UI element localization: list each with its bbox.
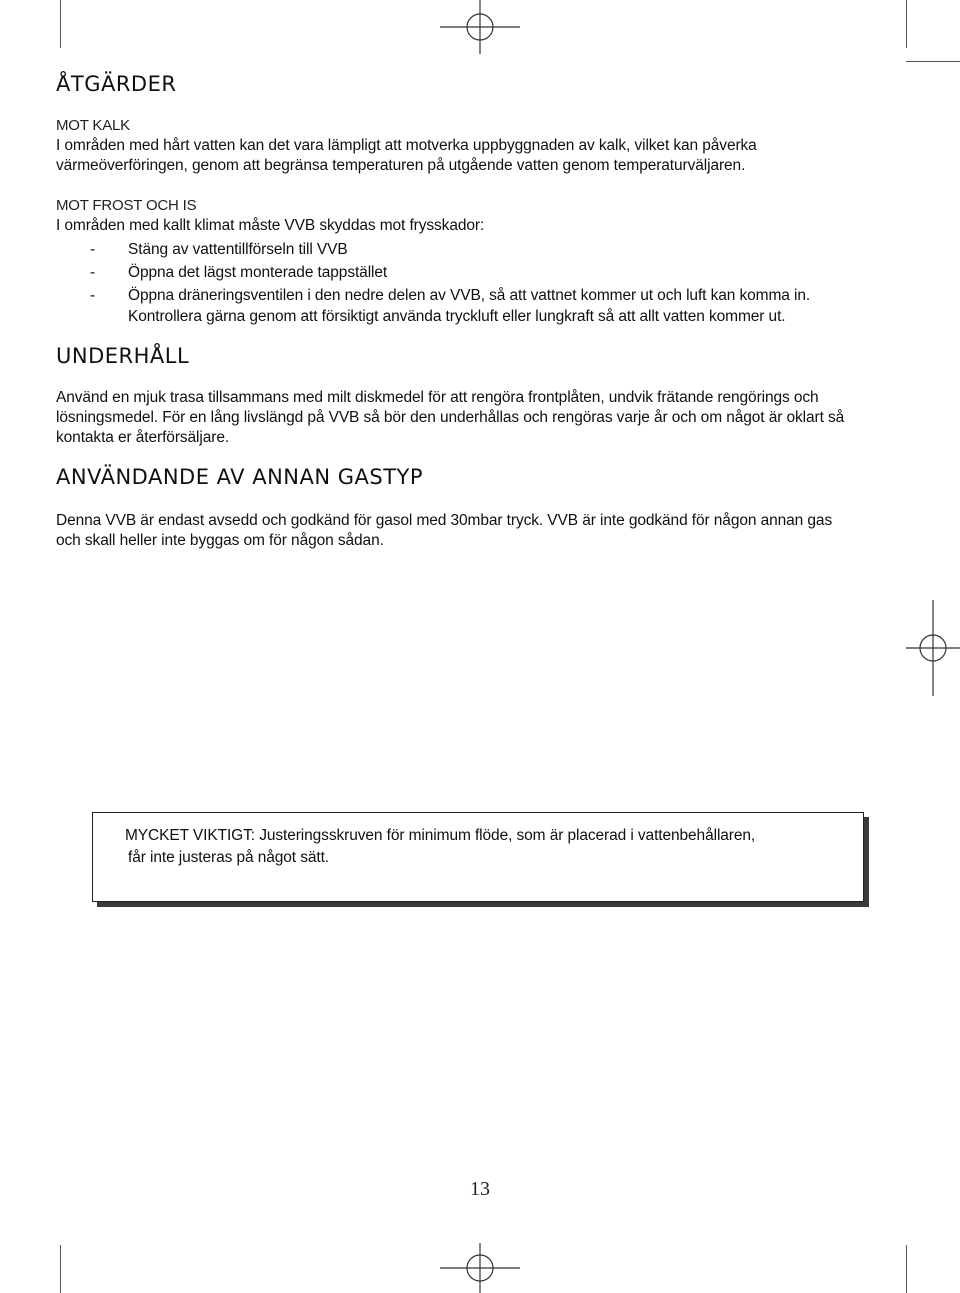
crop-mark-bottom-right [906,1245,907,1293]
list-item-text: Stäng av vattentillförseln till VVB [128,241,348,258]
list-item-text: Öppna det lägst monterade tappstället [128,264,388,281]
section-heading-underhall: UNDERHÅLL [56,344,190,368]
paragraph-underhall [56,388,844,448]
paragraph-line: lösningsmedel. För en lång livslängd på VVB så bör den underhållas och rengöras varje år och om något är oklart så [56,409,845,426]
paragraph-line: värmeöverföringen, genom att begränsa temperaturen på utgående vatten genom temperaturväljaren. [56,157,746,174]
section-heading-annan-gastyp: ANVÄNDANDE AV ANNAN GASTYP [56,465,424,489]
crop-mark-top-right-horizontal [906,61,960,62]
list-item [56,238,916,261]
list-dash: - [90,241,96,258]
registration-mark-bottom-icon [440,1243,520,1293]
paragraph-line: Denna VVB är endast avsedd och godkänd för gasol med 30mbar tryck. VVB är inte godkänd för någon annan gas [56,512,833,529]
list-item [56,261,916,284]
list-dash: - [90,287,96,304]
paragraph-line: Använd en mjuk trasa tillsammans med milt diskmedel för att rengöra frontplåten, undvik frätande rengörings och [56,389,819,406]
subheading-mot-frost: MOT FROST OCH IS [56,197,197,214]
registration-mark-right-icon [906,600,960,696]
list-item-text: Öppna dräneringsventilen i den nedre delen av VVB, så att vattnet kommer ut och luft kan komma in. [128,287,811,304]
paragraph-mot-frost-intro: I områden med kallt klimat måste VVB skyddas mot frysskador: [56,217,485,234]
paragraph-annan-gastyp [56,511,832,551]
important-notice-box [92,812,864,902]
paragraph-line: kontakta er återförsäljare. [56,429,230,446]
crop-mark-top-left [60,0,61,48]
paragraph-line: I områden med hårt vatten kan det vara lämpligt att motverka uppbyggnaden av kalk, vilket kan påverka [56,137,757,154]
crop-mark-bottom-left [60,1245,61,1293]
important-notice-text [125,825,755,869]
crop-mark-top-right [906,0,907,48]
list-item [56,284,916,327]
frost-steps-list [56,238,916,327]
section-heading-atgarder: ÅTGÄRDER [56,72,177,96]
registration-mark-top-icon [440,0,520,54]
list-item-continuation: Kontrollera gärna genom att försiktigt använda tryckluft eller lungkraft så att allt vatten kommer ut. [128,308,786,325]
paragraph-mot-kalk [56,136,757,176]
notice-line: får inte justeras på något sätt. [128,849,330,866]
page-number: 13 [470,1178,490,1200]
list-dash: - [90,264,96,281]
subheading-mot-kalk: MOT KALK [56,117,130,134]
paragraph-line: och skall heller inte byggas om för någon sådan. [56,532,384,549]
notice-line: MYCKET VIKTIGT: Justeringsskruven för minimum flöde, som är placerad i vattenbehållaren, [125,827,756,844]
